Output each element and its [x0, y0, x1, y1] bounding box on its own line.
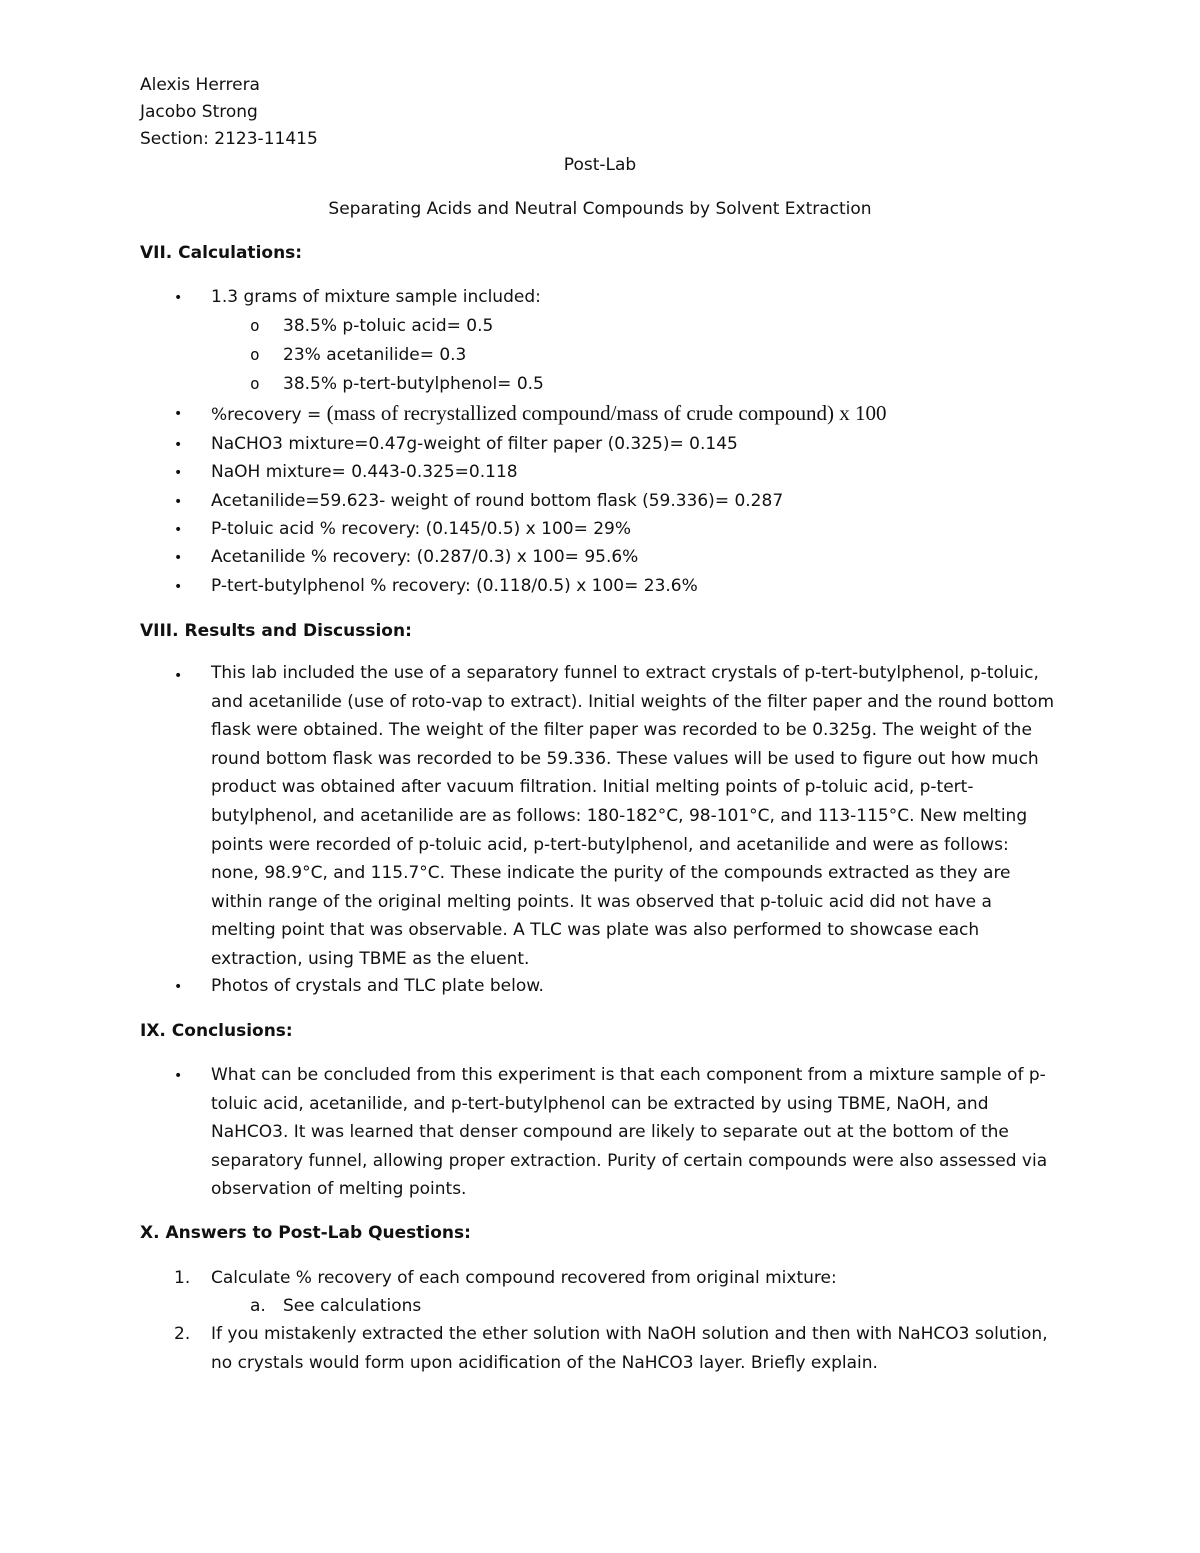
bullet-marker: • [174, 437, 183, 453]
question-sub-answer: See calculations [283, 1296, 422, 1316]
formula-prefix: %recovery = [211, 405, 327, 425]
bullet-marker: • [174, 1068, 183, 1084]
calculation-item-recovery-formula [211, 399, 886, 429]
calculation-sub-item: 38.5% p-tert-butylphenol= 0.5 [283, 374, 544, 394]
calculation-item: P-toluic acid % recovery: (0.145/0.5) x 100= 29% [211, 519, 632, 539]
author-name-1: Alexis Herrera [140, 75, 260, 95]
bullet-marker: • [174, 579, 183, 595]
question-text: Calculate % recovery of each compound recovered from original mixture: [211, 1268, 837, 1288]
calculation-sub-item: 38.5% p-toluic acid= 0.5 [283, 316, 494, 336]
calculation-item: NaOH mixture= 0.443-0.325=0.118 [211, 462, 518, 482]
formula-expression: (mass of recrystallized compound/mass of crude compound) x 100 [326, 401, 887, 425]
questions-heading: X. Answers to Post-Lab Questions: [140, 1223, 471, 1243]
bullet-marker: • [174, 406, 183, 422]
question-number: 1. [174, 1268, 191, 1288]
question-number: 2. [174, 1324, 191, 1344]
calculations-heading: VII. Calculations: [140, 243, 303, 263]
results-heading: VIII. Results and Discussion: [140, 621, 412, 641]
bullet-marker: • [174, 979, 183, 995]
bullet-marker: • [174, 522, 183, 538]
bullet-marker: • [174, 465, 183, 481]
page-title: Post-Lab [563, 155, 637, 175]
results-item: Photos of crystals and TLC plate below. [211, 976, 544, 996]
conclusions-heading: IX. Conclusions: [140, 1021, 293, 1041]
bullet-marker: • [174, 550, 183, 566]
page-subtitle: Separating Acids and Neutral Compounds by Solvent Extraction [328, 199, 872, 219]
bullet-marker: • [174, 290, 183, 306]
calculation-sub-item: 23% acetanilide= 0.3 [283, 345, 467, 365]
conclusions-paragraph: What can be concluded from this experiment is that each component from a mixture sample of p-toluic acid, acetanilide, and p-tert-butylphenol can be extracted by using TBME, NaOH, and NaHCO3. It was learned that denser compound are likely to separate out at the bottom of the separatory funnel, allowing proper extraction. Purity of certain compounds were also assessed via observation of melting points. [211, 1065, 1048, 1200]
sub-bullet-marker: o [250, 316, 260, 335]
calculation-item: Acetanilide % recovery: (0.287/0.3) x 100= 95.6% [211, 547, 639, 567]
author-name-2: Jacobo Strong [140, 102, 258, 122]
question-text: If you mistakenly extracted the ether solution with NaOH solution and then with NaHCO3 solution, no crystals would form upon acidification of the NaHCO3 layer. Briefly explain. [211, 1324, 1048, 1373]
sub-bullet-marker: o [250, 374, 260, 393]
question-sub-label: a. [250, 1296, 266, 1316]
section-number: Section: 2123-11415 [140, 129, 318, 149]
results-paragraph: This lab included the use of a separatory funnel to extract crystals of p-tert-butylphenol, p-toluic, and acetanilide (use of roto-vap to extract). Initial weights of the filter paper and the round bottom flask were obtained. The weight of the filter paper was recorded to be 0.325g. The weight of the round bottom flask was recorded to be 59.336. These values will be used to figure out how much product was obtained after vacuum filtration. Initial melting points of p-toluic acid, p-tert-butylphenol, and acetanilide are as follows: 180-182°C, 98-101°C, and 113-115°C. New melting points were recorded of p-toluic acid, p-tert-butylphenol, and acetanilide and were as follows: none, 98.9°C, and 115.7°C. These indicate the purity of the compounds extracted as they are within range of the original melting points. It was observed that p-toluic acid did not have a melting point that was observable. A TLC was plate was also performed to showcase each extraction, using TBME as the eluent. [211, 663, 1055, 969]
calculation-item: 1.3 grams of mixture sample included: [211, 287, 541, 307]
bullet-marker: • [174, 668, 183, 684]
calculation-item: P-tert-butylphenol % recovery: (0.118/0.5) x 100= 23.6% [211, 576, 698, 596]
sub-bullet-marker: o [250, 345, 260, 364]
calculation-item: NaCHO3 mixture=0.47g-weight of filter paper (0.325)= 0.145 [211, 434, 738, 454]
calculation-item: Acetanilide=59.623- weight of round bottom flask (59.336)= 0.287 [211, 491, 784, 511]
bullet-marker: • [174, 494, 183, 510]
